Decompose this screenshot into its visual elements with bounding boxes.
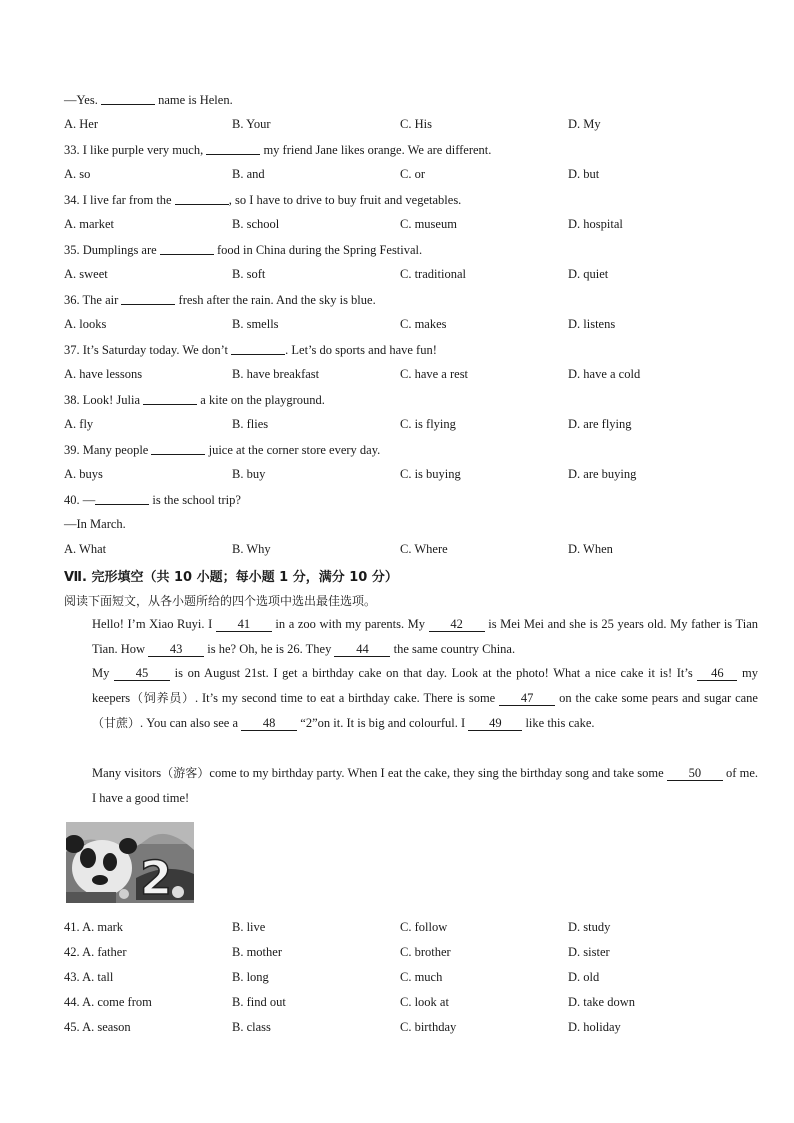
question-33-options (64, 167, 744, 183)
option-b: B. Why (232, 542, 271, 556)
option-a: 41. A. mark (64, 920, 124, 934)
blank-47: 47 (499, 692, 555, 706)
passage-paragraph-2: My 45 is on August 21st. I get a birthday cake on that day. Look at the photo! What a nice cake it is! It’s 46 my keepers（饲养员）. It’s my second time to eat a birthday cake. There is some 47 on the cake some pears and sugar cane（甘蔗）. You can also see a 48 “2”on it. It is big and colourful. I 49 like this cake. (92, 666, 758, 730)
option-d: D. are buying (568, 467, 637, 481)
option-b: B. have breakfast (232, 367, 320, 381)
blank-49: 49 (468, 717, 522, 731)
option-b: B. school (232, 217, 280, 231)
option-a: A. so (64, 167, 91, 181)
option-d: D. When (568, 542, 613, 556)
option-c: C. His (400, 117, 432, 131)
blank-46: 46 (697, 667, 737, 681)
option-b: B. mother (232, 945, 282, 959)
question-36-options (64, 317, 744, 333)
option-a: A. buys (64, 467, 103, 481)
option-d: D. take down (568, 995, 635, 1009)
question-36: 36. The air fresh after the rain. And the sky is blue. (64, 293, 376, 307)
question-38: 38. Look! Julia a kite on the playground. (64, 393, 325, 407)
question-40: 40. — is the school trip? (64, 493, 241, 507)
option-c: C. look at (400, 995, 449, 1009)
option-b: B. smells (232, 317, 279, 331)
answer-blank (101, 92, 155, 105)
panda-cake-image (66, 822, 194, 903)
cloze-options-44 (64, 995, 744, 1011)
question-34: 34. I live far from the , so I have to drive to buy fruit and vegetables. (64, 193, 462, 207)
option-a: 43. A. tall (64, 970, 114, 984)
blank-44: 44 (334, 643, 390, 657)
option-a: A. Her (64, 117, 99, 131)
option-a: A. looks (64, 317, 107, 331)
option-a: A. have lessons (64, 367, 143, 381)
question-35: 35. Dumplings are food in China during the Spring Festival. (64, 243, 423, 257)
option-d: D. My (568, 117, 601, 131)
option-b: B. long (232, 970, 269, 984)
option-b: B. flies (232, 417, 269, 431)
option-a: A. sweet (64, 267, 108, 281)
option-c: C. makes (400, 317, 447, 331)
q32-answer-line: —Yes. name is Helen. (64, 93, 233, 107)
option-a: 42. A. father (64, 945, 127, 959)
answer-blank (143, 392, 197, 405)
question-37: 37. It’s Saturday today. We don’t . Let’s do sports and have fun! (64, 343, 437, 357)
answer-blank (160, 242, 214, 255)
option-d: D. hospital (568, 217, 623, 231)
option-d: D. old (568, 970, 600, 984)
option-d: D. are flying (568, 417, 632, 431)
passage-paragraph-1: Hello! I’m Xiao Ruyi. I 41 in a zoo with my parents. My 42 is Mei Mei and she is 25 years old. My father is Tian Tian. How 43 is he? Oh, he is 26. They 44 the same country China. (92, 617, 758, 656)
option-b: B. find out (232, 995, 286, 1009)
birthday-cake-photo (66, 822, 194, 903)
section-instruction: 阅读下面短文，从各小题所给的四个选项中选出最佳选项。 (64, 594, 377, 608)
question-40-answer: —In March. (64, 517, 126, 531)
blank-43: 43 (148, 643, 204, 657)
option-b: B. soft (232, 267, 266, 281)
option-b: B. live (232, 920, 266, 934)
option-d: D. study (568, 920, 611, 934)
section-title: Ⅶ. 完形填空（共 10 小题；每小题 1 分，满分 10 分） (64, 570, 398, 585)
option-c: C. traditional (400, 267, 466, 281)
blank-50: 50 (667, 767, 723, 781)
option-d: D. have a cold (568, 367, 641, 381)
option-c: C. or (400, 167, 425, 181)
option-a: A. market (64, 217, 114, 231)
svg-text:2: 2 (140, 851, 173, 903)
option-d: D. sister (568, 945, 610, 959)
question-33: 33. I like purple very much, my friend Jane likes orange. We are different. (64, 143, 492, 157)
answer-blank (231, 342, 285, 355)
option-b: B. buy (232, 467, 266, 481)
option-c: C. is flying (400, 417, 456, 431)
option-b: B. Your (232, 117, 271, 131)
option-d: D. but (568, 167, 600, 181)
option-b: B. and (232, 167, 265, 181)
blank-45: 45 (114, 667, 170, 681)
question-39: 39. Many people juice at the corner store every day. (64, 443, 381, 457)
answer-blank (175, 192, 229, 205)
question-34-options (64, 217, 744, 233)
option-c: C. much (400, 970, 443, 984)
option-c: C. brother (400, 945, 451, 959)
option-d: D. holiday (568, 1020, 621, 1034)
answer-blank (206, 142, 260, 155)
option-b: B. class (232, 1020, 271, 1034)
option-c: C. have a rest (400, 367, 469, 381)
option-a: A. fly (64, 417, 94, 431)
answer-blank (95, 492, 149, 505)
blank-48: 48 (241, 717, 297, 731)
question-40-options (64, 542, 744, 558)
option-d: D. listens (568, 317, 616, 331)
blank-42: 42 (429, 618, 485, 632)
option-c: C. museum (400, 217, 457, 231)
q32-options (64, 117, 744, 133)
option-a: 45. A. season (64, 1020, 131, 1034)
option-c: C. birthday (400, 1020, 457, 1034)
option-a: A. What (64, 542, 107, 556)
cloze-options-41 (64, 920, 744, 936)
blank-41: 41 (216, 618, 272, 632)
cloze-options-43 (64, 970, 744, 986)
option-a: 44. A. come from (64, 995, 152, 1009)
answer-blank (151, 442, 205, 455)
question-37-options (64, 367, 744, 383)
question-39-options (64, 467, 744, 483)
cloze-options-42 (64, 945, 744, 961)
answer-blank (121, 292, 175, 305)
option-c: C. Where (400, 542, 448, 556)
option-c: C. is buying (400, 467, 461, 481)
cloze-options-45 (64, 1020, 744, 1036)
option-d: D. quiet (568, 267, 609, 281)
option-c: C. follow (400, 920, 448, 934)
question-38-options (64, 417, 744, 433)
passage-paragraph-3: Many visitors（游客）come to my birthday party. When I eat the cake, they sing the birthday song and take some 50 of me. I have a good time! (92, 766, 758, 805)
question-35-options (64, 267, 744, 283)
